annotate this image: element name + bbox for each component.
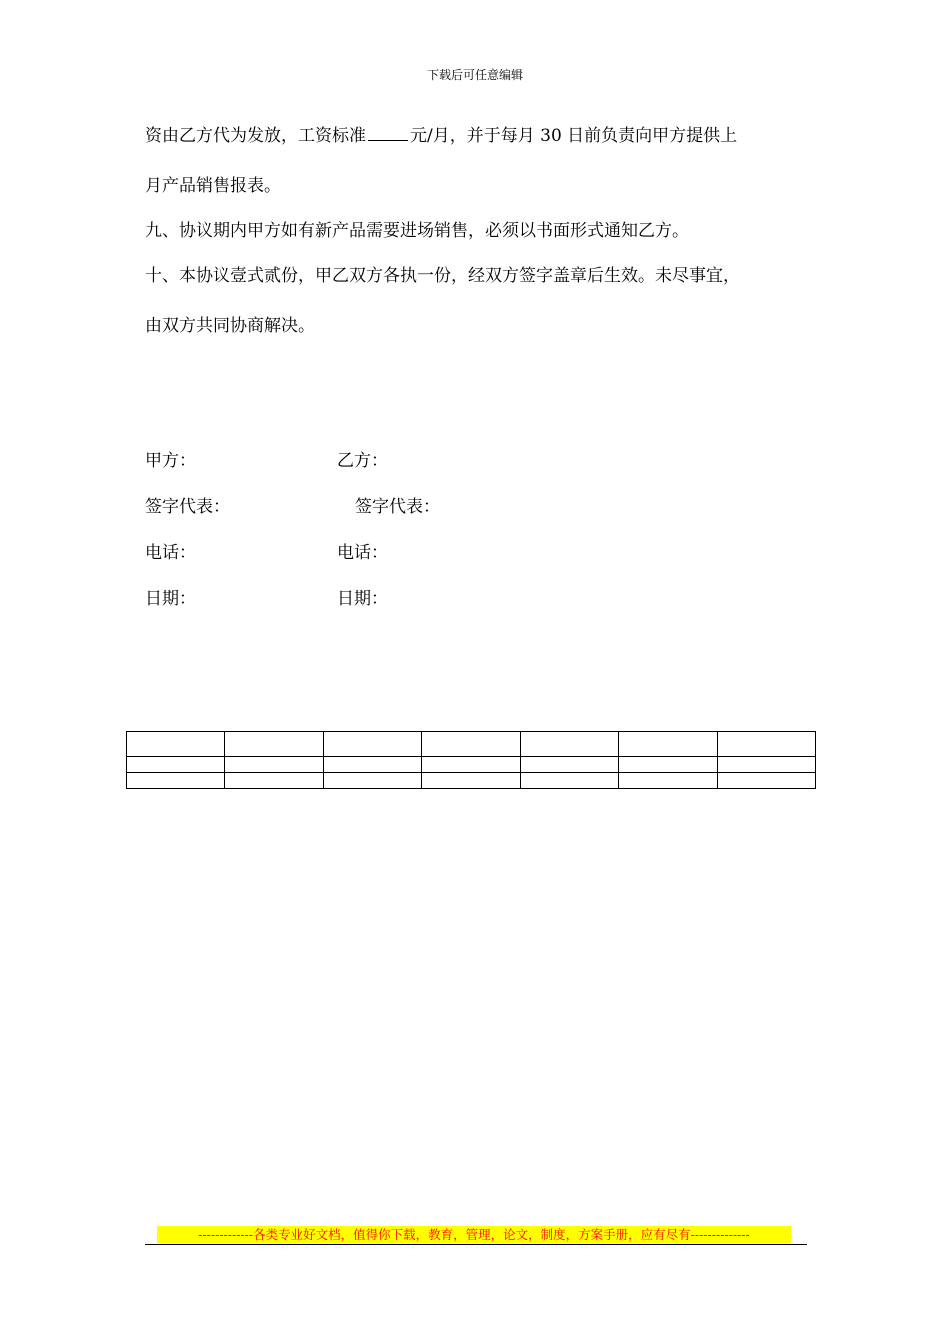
date-a-label: 日期： [145, 589, 196, 609]
footer-rule [145, 1244, 807, 1245]
table-cell [717, 757, 815, 773]
clause-ten-line2: 由双方共同协商解决。 [145, 316, 315, 336]
clause-nine: 九、协议期内甲方如有新产品需要进场销售，必须以书面形式通知乙方。 [145, 221, 689, 241]
footer-banner: -------------各类专业好文档，值得你下载，教育，管理，论文，制度，方案手册，应有尽有-------------- [157, 1226, 791, 1243]
table-cell [323, 757, 421, 773]
rep-b-label: 签字代表： [355, 497, 440, 517]
table-cell [619, 732, 717, 757]
clause-ten-line1: 十、本协议壹式贰份，甲乙双方各执一份，经双方签字盖章后生效。未尽事宜， [145, 266, 740, 286]
header-note: 下载后可任意编辑 [426, 68, 523, 82]
table-cell [127, 757, 225, 773]
table-cell [520, 732, 618, 757]
table-cell [619, 757, 717, 773]
paragraph-salary-line2: 月产品销售报表。 [145, 176, 281, 196]
phone-a-label: 电话： [145, 543, 196, 563]
table-cell [520, 757, 618, 773]
table-cell [225, 773, 323, 789]
rep-a-label: 签字代表： [145, 497, 230, 517]
salary-text-a: 资由乙方代为发放，工资标准 [145, 126, 366, 146]
table-cell [520, 773, 618, 789]
empty-table [126, 731, 816, 789]
table-cell [225, 757, 323, 773]
table-cell [422, 757, 520, 773]
party-a-label: 甲方： [145, 451, 196, 471]
table-cell [717, 773, 815, 789]
table-cell [323, 773, 421, 789]
table-cell [619, 773, 717, 789]
table-cell [717, 732, 815, 757]
salary-blank [368, 124, 408, 141]
party-b-label: 乙方： [337, 451, 388, 471]
table-cell [422, 773, 520, 789]
salary-text-b: 元/月，并于每月 30 日前负责向甲方提供上 [410, 126, 738, 146]
table-row [127, 773, 816, 789]
date-b-label: 日期： [337, 589, 388, 609]
table-cell [225, 732, 323, 757]
table-cell [323, 732, 421, 757]
table-row [127, 757, 816, 773]
table-row [127, 732, 816, 757]
table-cell [127, 732, 225, 757]
phone-b-label: 电话： [337, 543, 388, 563]
paragraph-salary-line1 [145, 124, 825, 148]
table-cell [422, 732, 520, 757]
table-cell [127, 773, 225, 789]
